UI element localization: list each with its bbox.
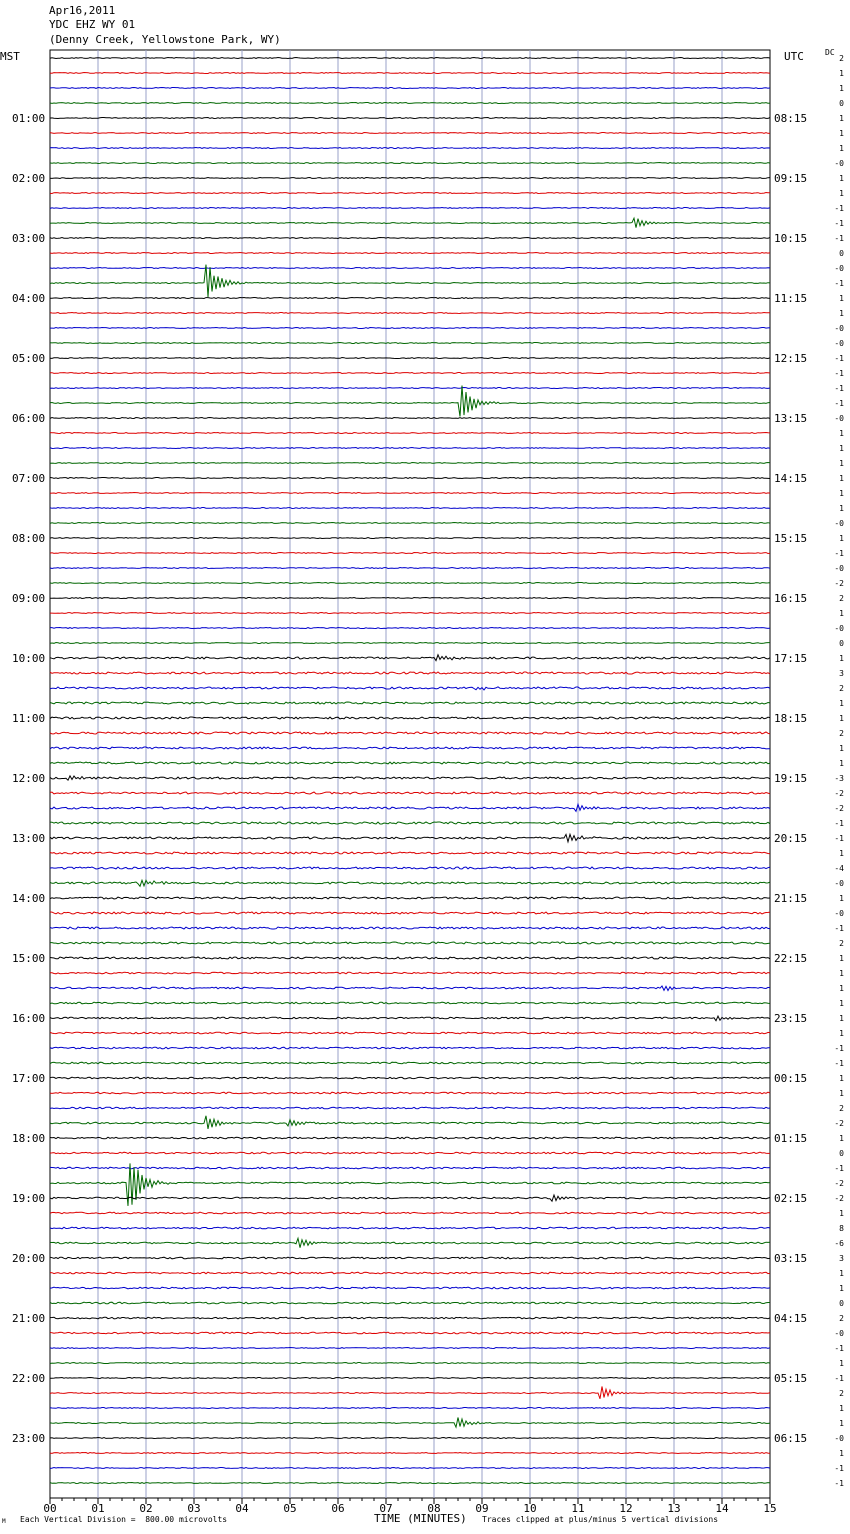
right-hour-label: 00:15 xyxy=(774,1072,808,1085)
trace-row xyxy=(50,388,770,389)
dc-offset-value: 1 xyxy=(839,474,844,483)
trace-row xyxy=(50,643,770,644)
trace-row xyxy=(50,1408,770,1409)
trace-row xyxy=(50,1016,770,1021)
trace-row xyxy=(50,265,770,297)
trace-row xyxy=(50,1453,770,1454)
trace-row xyxy=(50,972,770,974)
record-date: Apr16,2011 xyxy=(49,4,116,17)
x-tick-label: 13 xyxy=(667,1502,681,1515)
right-hour-label: 12:15 xyxy=(774,352,808,365)
left-hour-label: 02:00 xyxy=(12,172,46,185)
dc-offset-value: 1 xyxy=(839,309,844,318)
trace-row xyxy=(50,163,770,164)
trace-row xyxy=(50,986,770,991)
dc-offset-value: 1 xyxy=(839,129,844,138)
right-hour-label: 18:15 xyxy=(774,712,808,725)
trace-row xyxy=(50,927,770,929)
right-hour-label: 13:15 xyxy=(774,412,808,425)
trace-row xyxy=(50,386,770,417)
trace-row xyxy=(50,1378,770,1379)
trace-row xyxy=(50,88,770,89)
trace-row xyxy=(50,103,770,104)
trace-row xyxy=(50,1062,770,1064)
trace-row xyxy=(50,433,770,434)
trace-row xyxy=(50,493,770,494)
trace-row xyxy=(50,1092,770,1094)
trace-row xyxy=(50,238,770,239)
trace-row xyxy=(50,613,770,614)
dc-offset-value: -0 xyxy=(834,264,844,273)
trace-row xyxy=(50,583,770,584)
dc-offset-value: 1 xyxy=(839,69,844,78)
trace-row xyxy=(50,463,770,464)
x-tick-label: 09 xyxy=(475,1502,489,1515)
dc-offset-value: 3 xyxy=(839,1254,844,1263)
dc-offset-value: -1 xyxy=(834,204,844,213)
trace-row xyxy=(50,942,770,944)
trace-row xyxy=(50,1238,770,1247)
dc-offset-value: 1 xyxy=(839,1359,844,1368)
trace-row xyxy=(50,313,770,314)
trace-row xyxy=(50,1116,770,1129)
dc-offset-value: 2 xyxy=(839,594,844,603)
dc-offset-value: 1 xyxy=(839,654,844,663)
dc-offset-value: 1 xyxy=(839,444,844,453)
trace-row xyxy=(50,193,770,194)
trace-row xyxy=(50,762,770,764)
left-hour-label: 18:00 xyxy=(12,1132,46,1145)
right-hour-label: 14:15 xyxy=(774,472,808,485)
dc-offset-value: -2 xyxy=(834,1119,844,1128)
trace-row xyxy=(50,568,770,569)
dc-offset-value: 1 xyxy=(839,144,844,153)
dc-offset-value: 1 xyxy=(839,714,844,723)
dc-offset-value: 1 xyxy=(839,744,844,753)
right-hour-label: 20:15 xyxy=(774,832,808,845)
dc-offset-value: 0 xyxy=(839,1299,844,1308)
x-tick-label: 01 xyxy=(91,1502,105,1515)
trace-row xyxy=(50,1302,770,1304)
x-tick-label: 14 xyxy=(715,1502,729,1515)
x-tick-label: 15 xyxy=(763,1502,777,1515)
dc-offset-value: -1 xyxy=(834,219,844,228)
left-hour-label: 04:00 xyxy=(12,292,46,305)
dc-offset-value: 8 xyxy=(839,1224,844,1233)
trace-row xyxy=(50,1137,770,1139)
dc-offset-value: -0 xyxy=(834,324,844,333)
dc-offset-value: 1 xyxy=(839,1089,844,1098)
trace-row xyxy=(50,1077,770,1079)
dc-offset-value: 0 xyxy=(839,99,844,108)
dc-offset-value: -0 xyxy=(834,879,844,888)
dc-offset-value: -1 xyxy=(834,234,844,243)
dc-offset-value: -2 xyxy=(834,1179,844,1188)
trace-row xyxy=(50,804,770,811)
left-hour-label: 10:00 xyxy=(12,652,46,665)
dc-offset-value: -1 xyxy=(834,279,844,288)
left-hour-label: 08:00 xyxy=(12,532,46,545)
trace-row xyxy=(50,1212,770,1214)
trace-row xyxy=(50,298,770,299)
plot-frame xyxy=(50,50,770,1498)
trace-row xyxy=(50,1002,770,1004)
dc-offset-value: 1 xyxy=(839,534,844,543)
dc-offset-value: 1 xyxy=(839,174,844,183)
trace-row xyxy=(50,1332,770,1334)
dc-offset-value: 1 xyxy=(839,1029,844,1038)
right-hour-label: 02:15 xyxy=(774,1192,808,1205)
x-tick-label: 10 xyxy=(523,1502,537,1515)
trace-row xyxy=(50,1468,770,1469)
dc-offset-value: 1 xyxy=(839,1449,844,1458)
trace-row xyxy=(50,268,770,269)
right-hour-label: 16:15 xyxy=(774,592,808,605)
dc-offset-value: -0 xyxy=(834,414,844,423)
dc-offset-value: 3 xyxy=(839,669,844,678)
dc-offset-value: 1 xyxy=(839,1404,844,1413)
left-hour-label: 15:00 xyxy=(12,952,46,965)
dc-offset-value: 1 xyxy=(839,1269,844,1278)
right-hour-label: 05:15 xyxy=(774,1372,808,1385)
dc-offset-value: -4 xyxy=(834,864,844,873)
dc-offset-header: DC xyxy=(825,48,835,57)
trace-row xyxy=(50,598,770,599)
left-hour-label: 14:00 xyxy=(12,892,46,905)
right-hour-label: 03:15 xyxy=(774,1252,808,1265)
trace-row xyxy=(50,328,770,329)
x-tick-label: 03 xyxy=(187,1502,201,1515)
trace-row xyxy=(50,253,770,254)
right-hour-label: 19:15 xyxy=(774,772,808,785)
x-tick-label: 00 xyxy=(43,1502,57,1515)
trace-row xyxy=(50,1227,770,1229)
trace-row xyxy=(50,1032,770,1034)
dc-offset-value: 2 xyxy=(839,684,844,693)
dc-offset-value: -1 xyxy=(834,1044,844,1053)
trace-row xyxy=(50,553,770,554)
x-tick-label: 06 xyxy=(331,1502,345,1515)
trace-row xyxy=(50,1257,770,1259)
x-tick-label: 07 xyxy=(379,1502,393,1515)
dc-offset-value: 1 xyxy=(839,459,844,468)
dc-offset-value: 1 xyxy=(839,1014,844,1023)
left-hour-label: 03:00 xyxy=(12,232,46,245)
dc-offset-value: 0 xyxy=(839,249,844,258)
dc-offset-value: -1 xyxy=(834,1464,844,1473)
trace-row xyxy=(50,776,770,780)
dc-offset-value: -1 xyxy=(834,1059,844,1068)
dc-offset-value: 1 xyxy=(839,429,844,438)
trace-row xyxy=(50,732,770,734)
x-tick-label: 11 xyxy=(571,1502,585,1515)
left-hour-label: 22:00 xyxy=(12,1372,46,1385)
left-hour-label: 11:00 xyxy=(12,712,46,725)
left-hour-label: 16:00 xyxy=(12,1012,46,1025)
dc-offset-value: 1 xyxy=(839,1209,844,1218)
trace-row xyxy=(50,957,770,959)
right-hour-label: 06:15 xyxy=(774,1432,808,1445)
trace-row xyxy=(50,628,770,629)
trace-row xyxy=(50,834,770,842)
trace-row xyxy=(50,508,770,509)
dc-offset-value: -1 xyxy=(834,549,844,558)
x-tick-label: 05 xyxy=(283,1502,297,1515)
trace-row xyxy=(50,1317,770,1319)
trace-row xyxy=(50,792,770,794)
trace-row xyxy=(50,1163,770,1206)
dc-offset-value: 0 xyxy=(839,1149,844,1158)
trace-row xyxy=(50,897,770,899)
left-hour-label: 09:00 xyxy=(12,592,46,605)
dc-offset-value: -0 xyxy=(834,519,844,528)
dc-offset-value: 1 xyxy=(839,759,844,768)
left-hour-label: 19:00 xyxy=(12,1192,46,1205)
trace-row xyxy=(50,1438,770,1439)
dc-offset-value: 1 xyxy=(839,1134,844,1143)
left-timezone-label: MST xyxy=(0,50,20,63)
dc-offset-value: 1 xyxy=(839,699,844,708)
dc-offset-value: -1 xyxy=(834,1164,844,1173)
x-tick-label: 12 xyxy=(619,1502,633,1515)
dc-offset-value: 1 xyxy=(839,609,844,618)
dc-offset-value: 1 xyxy=(839,894,844,903)
right-hour-label: 04:15 xyxy=(774,1312,808,1325)
trace-row xyxy=(50,538,770,539)
trace-row xyxy=(50,852,770,854)
dc-offset-value: -1 xyxy=(834,834,844,843)
left-hour-label: 20:00 xyxy=(12,1252,46,1265)
trace-row xyxy=(50,1272,770,1274)
dc-offset-value: 1 xyxy=(839,999,844,1008)
dc-offset-value: -6 xyxy=(834,1239,844,1248)
dc-offset-value: 1 xyxy=(839,504,844,513)
trace-row xyxy=(50,912,770,914)
right-hour-label: 11:15 xyxy=(774,292,808,305)
dc-offset-value: 1 xyxy=(839,189,844,198)
left-hour-label: 13:00 xyxy=(12,832,46,845)
trace-row xyxy=(50,178,770,179)
trace-row xyxy=(50,373,770,374)
trace-row xyxy=(50,1167,770,1169)
trace-row xyxy=(50,343,770,344)
dc-offset-value: -1 xyxy=(834,924,844,933)
dc-offset-value: -2 xyxy=(834,804,844,813)
dc-offset-value: 1 xyxy=(839,969,844,978)
trace-row xyxy=(50,448,770,449)
dc-offset-value: 1 xyxy=(839,114,844,123)
left-hour-label: 21:00 xyxy=(12,1312,46,1325)
right-hour-label: 21:15 xyxy=(774,892,808,905)
right-hour-label: 09:15 xyxy=(774,172,808,185)
dc-offset-value: 2 xyxy=(839,54,844,63)
station-location: (Denny Creek, Yellowstone Park, WY) xyxy=(49,33,281,46)
trace-row xyxy=(50,702,770,704)
trace-row xyxy=(50,358,770,359)
dc-offset-value: -0 xyxy=(834,1434,844,1443)
trace-row xyxy=(50,58,770,59)
dc-offset-value: -1 xyxy=(834,1374,844,1383)
dc-offset-value: -1 xyxy=(834,354,844,363)
dc-offset-value: -1 xyxy=(834,819,844,828)
dc-offset-value: 2 xyxy=(839,729,844,738)
trace-row xyxy=(50,1363,770,1364)
dc-offset-value: 1 xyxy=(839,849,844,858)
dc-offset-value: 1 xyxy=(839,489,844,498)
clip-note: Traces clipped at plus/minus 5 vertical divisions xyxy=(482,1515,719,1524)
trace-row xyxy=(50,1107,770,1109)
trace-row xyxy=(50,1287,770,1289)
dc-offset-value: -1 xyxy=(834,384,844,393)
right-hour-label: 22:15 xyxy=(774,952,808,965)
trace-row xyxy=(50,478,770,479)
dc-offset-value: -0 xyxy=(834,909,844,918)
dc-offset-value: 1 xyxy=(839,1074,844,1083)
trace-row xyxy=(50,1418,770,1428)
dc-offset-value: 1 xyxy=(839,84,844,93)
dc-offset-value: -0 xyxy=(834,159,844,168)
trace-row xyxy=(50,133,770,134)
dc-offset-value: 2 xyxy=(839,1104,844,1113)
trace-row xyxy=(50,1483,770,1484)
vertical-scale-note: Each Vertical Division = 800.00 microvolts xyxy=(20,1515,228,1524)
dc-offset-value: -1 xyxy=(834,1344,844,1353)
trace-row xyxy=(50,218,770,227)
trace-row xyxy=(50,717,770,719)
right-hour-label: 23:15 xyxy=(774,1012,808,1025)
left-hour-label: 07:00 xyxy=(12,472,46,485)
dc-offset-value: 1 xyxy=(839,1419,844,1428)
dc-offset-value: -2 xyxy=(834,789,844,798)
right-hour-label: 17:15 xyxy=(774,652,808,665)
dc-offset-value: 1 xyxy=(839,984,844,993)
left-hour-label: 23:00 xyxy=(12,1432,46,1445)
dc-offset-value: 0 xyxy=(839,639,844,648)
trace-row xyxy=(50,867,770,869)
trace-row xyxy=(50,1047,770,1049)
trace-row xyxy=(50,655,770,661)
trace-row xyxy=(50,880,770,886)
trace-row xyxy=(50,1348,770,1349)
right-hour-label: 15:15 xyxy=(774,532,808,545)
trace-row xyxy=(50,73,770,74)
dc-offset-value: -0 xyxy=(834,1329,844,1338)
left-hour-label: 12:00 xyxy=(12,772,46,785)
trace-row xyxy=(50,208,770,209)
trace-row xyxy=(50,148,770,149)
dc-offset-value: 1 xyxy=(839,954,844,963)
left-hour-label: 05:00 xyxy=(12,352,46,365)
dc-offset-value: -2 xyxy=(834,579,844,588)
dc-offset-value: 2 xyxy=(839,939,844,948)
left-hour-label: 01:00 xyxy=(12,112,46,125)
corner-mark: M xyxy=(2,1518,6,1525)
x-axis-label: TIME (MINUTES) xyxy=(374,1512,467,1525)
dc-offset-value: -1 xyxy=(834,369,844,378)
trace-row xyxy=(50,1195,770,1201)
dc-offset-value: 2 xyxy=(839,1314,844,1323)
dc-offset-value: -0 xyxy=(834,624,844,633)
trace-row xyxy=(50,1387,770,1399)
trace-row xyxy=(50,822,770,824)
x-tick-label: 02 xyxy=(139,1502,153,1515)
dc-offset-value: -0 xyxy=(834,339,844,348)
dc-offset-value: 2 xyxy=(839,1389,844,1398)
trace-row xyxy=(50,747,770,749)
left-hour-label: 06:00 xyxy=(12,412,46,425)
dc-offset-value: 1 xyxy=(839,294,844,303)
dc-offset-value: -1 xyxy=(834,1479,844,1488)
trace-row xyxy=(50,687,770,690)
right-hour-label: 08:15 xyxy=(774,112,808,125)
dc-offset-value: -3 xyxy=(834,774,844,783)
dc-offset-value: -1 xyxy=(834,399,844,408)
trace-row xyxy=(50,118,770,119)
dc-offset-value: -0 xyxy=(834,564,844,573)
station-code: YDC EHZ WY 01 xyxy=(49,18,136,31)
right-hour-label: 10:15 xyxy=(774,232,808,245)
trace-row xyxy=(50,523,770,524)
trace-row xyxy=(50,1152,770,1154)
dc-offset-value: -2 xyxy=(834,1194,844,1203)
right-hour-label: 01:15 xyxy=(774,1132,808,1145)
x-tick-label: 08 xyxy=(427,1502,441,1515)
x-tick-label: 04 xyxy=(235,1502,249,1515)
dc-offset-value: 1 xyxy=(839,1284,844,1293)
trace-row xyxy=(50,418,770,419)
left-hour-label: 17:00 xyxy=(12,1072,46,1085)
right-timezone-label: UTC xyxy=(784,50,804,63)
trace-row xyxy=(50,672,770,674)
